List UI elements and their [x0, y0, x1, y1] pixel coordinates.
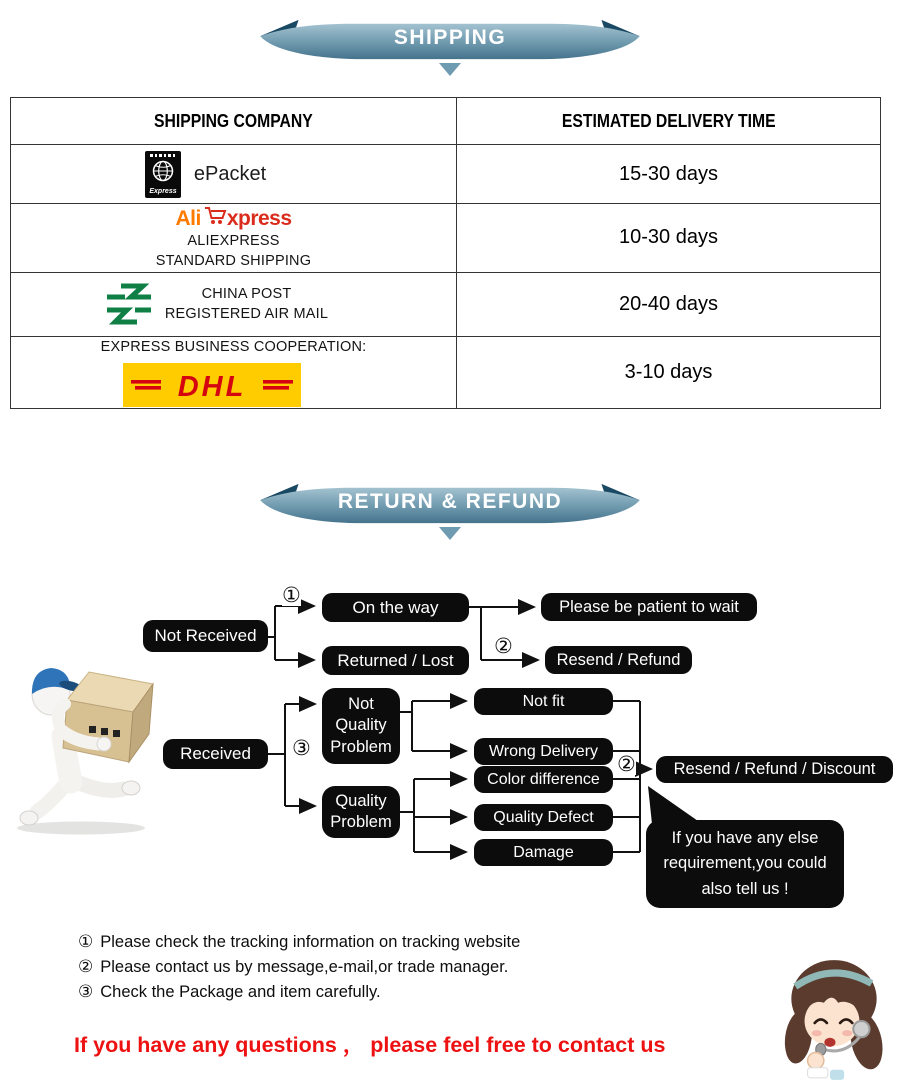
flow-node-wrong-delivery: Wrong Delivery [474, 738, 613, 765]
company-cell [0, 151, 428, 198]
delivery-time: 20-40 days [457, 272, 881, 336]
table-row-aliexpress [11, 204, 881, 273]
aliexpress-logo-icon [175, 204, 291, 231]
flow-node-not-fit: Not fit [474, 688, 613, 715]
flow-node-please-wait: Please be patient to wait [541, 593, 757, 621]
company-line1: CHINA POST [201, 285, 292, 302]
company-cell [11, 204, 456, 272]
note-number: ① [78, 932, 94, 951]
china-post-logo-icon [103, 280, 155, 328]
delivery-time: 15-30 days [457, 145, 881, 204]
note-item [78, 982, 520, 1002]
flow-node-resend-refund: Resend / Refund [545, 646, 692, 674]
note-text: Please check the tracking information on tracking website [100, 933, 521, 951]
flow-node-quality-defect: Quality Defect [474, 804, 613, 831]
circled-2-marker: ② [494, 635, 513, 658]
company-line2: STANDARD SHIPPING [155, 253, 312, 270]
flow-node-received: Received [163, 739, 268, 769]
circled-3-marker: ③ [292, 737, 311, 760]
company-name: ePacket [193, 162, 267, 185]
flow-node-resend-refund-discount: Resend / Refund / Discount [656, 756, 893, 783]
table-row-epacket [11, 145, 881, 204]
note-number: ③ [78, 982, 94, 1001]
note-text: Please contact us by message,e-mail,or trade manager. [100, 958, 509, 976]
header-delivery-time: ESTIMATED DELIVERY TIME [457, 98, 881, 145]
down-arrow-icon [439, 63, 461, 76]
flow-node-damage: Damage [474, 839, 613, 866]
support-agent-illustration [783, 956, 885, 1086]
flow-node-on-the-way: On the way [322, 593, 469, 622]
note-item [78, 932, 520, 952]
epacket-logo-icon [145, 151, 181, 198]
shipping-banner-title: SHIPPING [393, 26, 507, 49]
down-arrow-icon [439, 527, 461, 540]
flow-node-quality-problem: Quality Problem [322, 786, 400, 838]
speech-bubble-tail-icon [648, 786, 698, 824]
contact-line: If you have any questions ， please feel free to contact us [74, 1033, 666, 1057]
dhl-wordmark: DHL [177, 370, 246, 403]
return-refund-banner-title: RETURN & REFUND [337, 490, 563, 513]
circled-2-marker: ② [617, 753, 636, 776]
table-row-china-post [11, 272, 881, 336]
company-cell [11, 337, 456, 406]
note-item [78, 957, 520, 977]
note-text: Check the Package and item carefully. [100, 983, 381, 1001]
epacket-badge-text: Express [149, 187, 177, 195]
speech-bubble: If you have any else requirement,you could also tell us ! [646, 820, 844, 908]
delivery-time: 3-10 days [457, 336, 881, 408]
company-line2: REGISTERED AIR MAIL [164, 306, 329, 323]
shipping-banner [255, 17, 645, 63]
header-shipping-company: SHIPPING COMPANY [11, 98, 457, 145]
flow-node-not-received: Not Received [143, 620, 268, 652]
return-refund-banner [255, 481, 645, 527]
notes-list [78, 932, 520, 1007]
flow-node-not-quality-problem: Not Quality Problem [322, 688, 400, 764]
company-line1: ALIEXPRESS [187, 233, 280, 249]
company-cell [0, 280, 438, 328]
flow-node-returned-lost: Returned / Lost [322, 646, 469, 675]
note-number: ② [78, 957, 94, 976]
flow-node-color-difference: Color difference [474, 766, 613, 793]
shipping-table [10, 97, 881, 409]
dhl-caption: EXPRESS BUSINESS COOPERATION: [100, 339, 367, 356]
delivery-time: 10-30 days [457, 204, 881, 273]
xpress-wordmark: xpress [226, 207, 292, 230]
dhl-logo-icon [123, 363, 301, 407]
circled-1-marker: ① [282, 584, 301, 607]
cart-icon [203, 204, 227, 225]
ali-wordmark: Ali [175, 207, 201, 230]
delivery-man-illustration [5, 650, 165, 842]
table-row-dhl [11, 336, 881, 408]
